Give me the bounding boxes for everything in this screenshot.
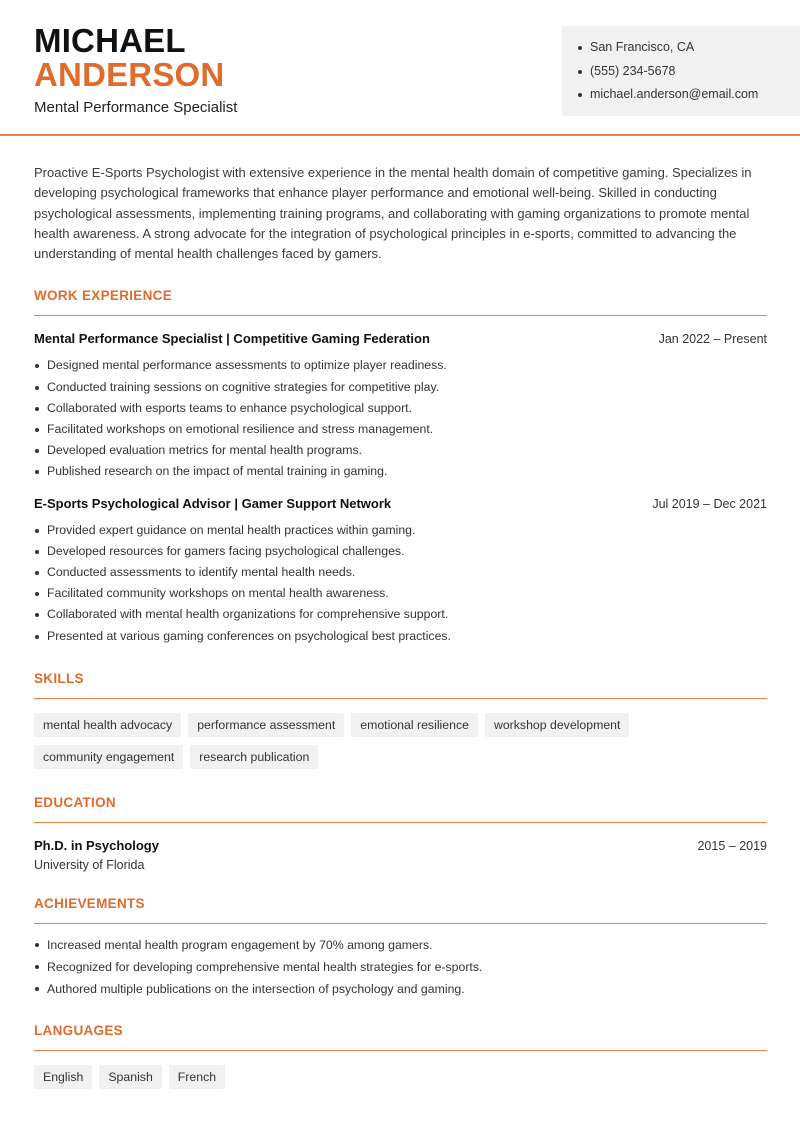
job-role: Mental Performance Specialist: [34, 99, 238, 116]
contact-location: San Francisco, CA: [578, 36, 800, 60]
contact-list: [578, 36, 800, 107]
skills-tags: [34, 713, 767, 769]
languages-section: [34, 1021, 767, 1089]
achievement-bullets: [34, 934, 767, 1000]
job-bullet: Provided expert guidance on mental health practices within gaming.: [34, 520, 767, 541]
job-bullet: Collaborated with mental health organizations for comprehensive support.: [34, 604, 767, 625]
achievement-bullet: Recognized for developing comprehensive mental health strategies for e-sports.: [34, 956, 767, 978]
achievement-bullet: Increased mental health program engagement by 70% among gamers.: [34, 934, 767, 956]
skills-section: [34, 669, 767, 769]
contact-email: michael.anderson@email.com: [578, 83, 800, 107]
job-bullet: Conducted assessments to identify mental health needs.: [34, 562, 767, 583]
resume-header: [0, 0, 800, 136]
job-entry: [34, 330, 767, 482]
job-date: Jan 2022 – Present: [658, 332, 767, 347]
section-divider: [34, 822, 767, 823]
job-bullet: Published research on the impact of mental training in gaming.: [34, 461, 767, 482]
last-name: ANDERSON: [34, 56, 225, 93]
candidate-name: [34, 24, 224, 92]
skill-tag: performance assessment: [188, 713, 344, 737]
job-title: Mental Performance Specialist | Competitive Gaming Federation: [34, 331, 430, 347]
summary-paragraph: Proactive E-Sports Psychologist with extensive experience in the mental health domain of competitive gaming. Specializes in developing psychological frameworks that enhance player performance and emotional well-being. Skilled in conducting psychological assessments, implementing training programs, and collaborating with gaming organizations to promote mental health awareness. A strong advocate for the integration of psychological principles in e-sports, committed to advancing the understanding of mental health challenges faced by gamers.: [34, 165, 752, 262]
achievement-bullet: Authored multiple publications on the intersection of psychology and gaming.: [34, 978, 767, 1000]
first-name: MICHAEL: [34, 22, 186, 59]
skill-tag: community engagement: [34, 745, 183, 769]
section-title-achievements: ACHIEVEMENTS: [34, 895, 145, 911]
education-section: [34, 793, 767, 872]
education-header: [34, 837, 767, 855]
language-tag: French: [169, 1065, 225, 1089]
section-divider: [34, 1050, 767, 1051]
section-title-education: EDUCATION: [34, 794, 116, 810]
section-divider: [34, 698, 767, 699]
job-date: Jul 2019 – Dec 2021: [652, 496, 767, 511]
section-divider: [34, 315, 767, 316]
job-bullets: [34, 355, 767, 482]
resume-body: [34, 163, 767, 1089]
job-bullet: Developed evaluation metrics for mental health programs.: [34, 440, 767, 461]
skill-tag: research publication: [190, 745, 318, 769]
skill-tag: workshop development: [485, 713, 629, 737]
language-tag: Spanish: [99, 1065, 161, 1089]
job-bullet: Collaborated with esports teams to enhance psychological support.: [34, 398, 767, 419]
job-bullet: Facilitated workshops on emotional resilience and stress management.: [34, 419, 767, 440]
contact-phone: (555) 234-5678: [578, 60, 800, 84]
job-bullets: [34, 520, 767, 647]
achievements-section: [34, 894, 767, 1000]
language-tag: English: [34, 1065, 92, 1089]
job-entry: [34, 495, 767, 647]
work-experience-section: [34, 286, 767, 646]
job-bullet: Presented at various gaming conferences on psychological best practices.: [34, 626, 767, 647]
job-header: [34, 495, 767, 513]
section-title-skills: SKILLS: [34, 670, 84, 686]
job-header: [34, 330, 767, 348]
education-degree: Ph.D. in Psychology: [34, 837, 159, 853]
job-bullet: Conducted training sessions on cognitive strategies for competitive play.: [34, 377, 767, 398]
skill-tag: mental health advocacy: [34, 713, 181, 737]
skill-tag: emotional resilience: [351, 713, 478, 737]
education-date: 2015 – 2019: [697, 838, 767, 853]
contact-box: [562, 26, 800, 116]
job-title: E-Sports Psychological Advisor | Gamer Support Network: [34, 495, 392, 511]
job-bullet: Developed resources for gamers facing psychological challenges.: [34, 541, 767, 562]
section-title-languages: LANGUAGES: [34, 1022, 123, 1038]
education-school: University of Florida: [34, 857, 145, 872]
job-bullet: Designed mental performance assessments to optimize player readiness.: [34, 355, 767, 376]
section-divider: [34, 923, 767, 924]
section-title-work: WORK EXPERIENCE: [34, 288, 173, 304]
job-bullet: Facilitated community workshops on mental health awareness.: [34, 583, 767, 604]
language-tags: [34, 1065, 767, 1089]
